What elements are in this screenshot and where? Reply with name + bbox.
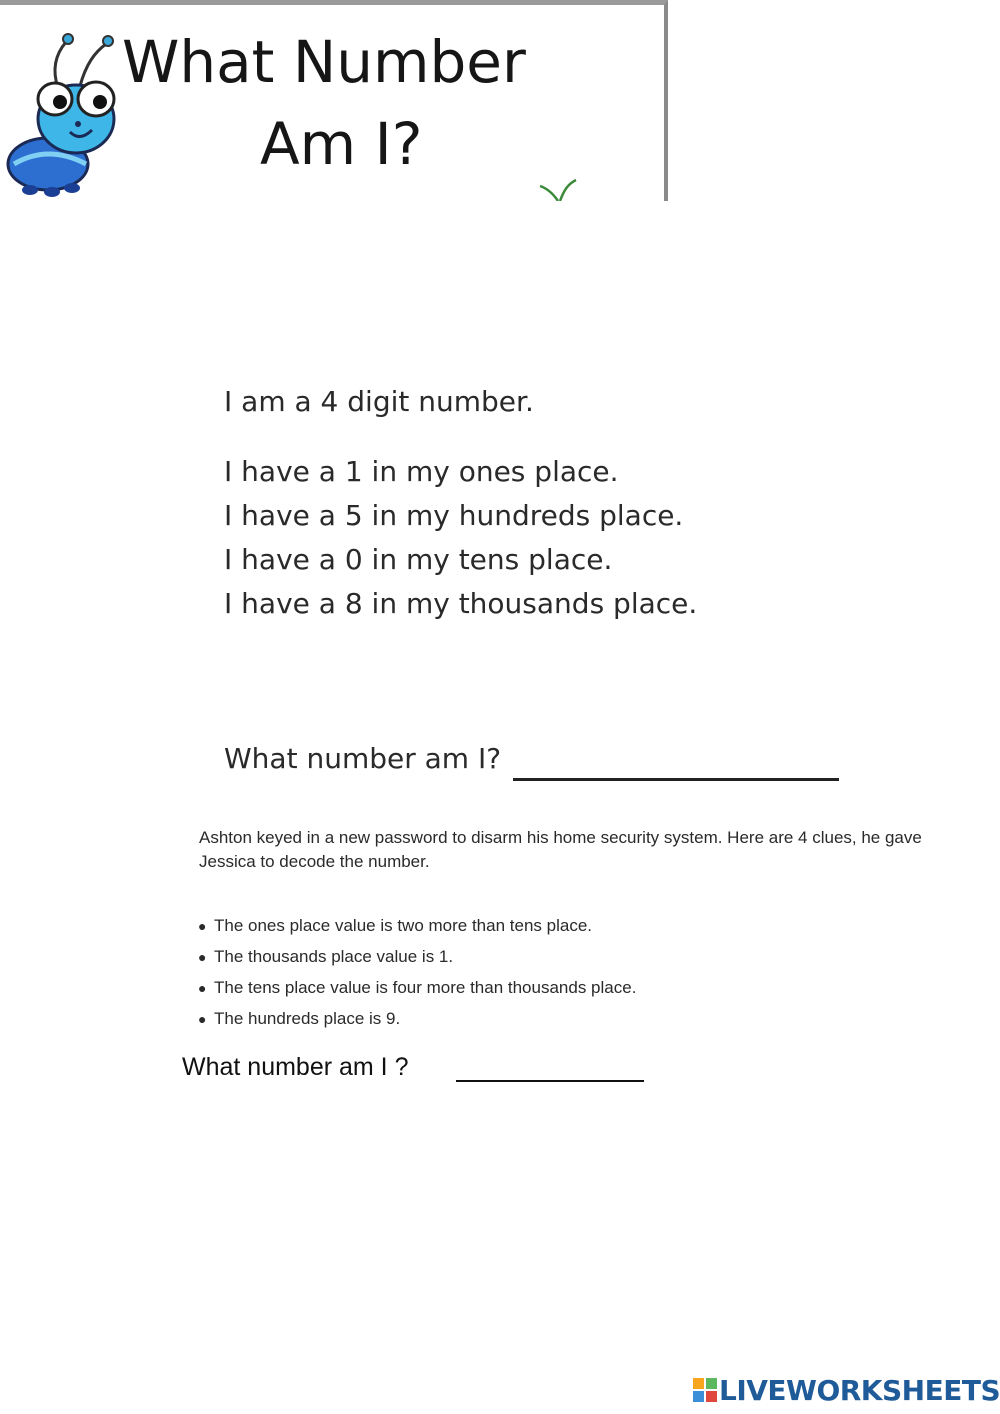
puzzle1-clue: I have a 1 in my ones place.: [224, 455, 619, 488]
puzzle1-answer-blank[interactable]: [513, 778, 839, 781]
list-item: [198, 975, 636, 1006]
banner-title-line2: Am I?: [260, 110, 423, 178]
puzzle2-clue-text: The hundreds place is 9.: [214, 1009, 401, 1028]
sprout-decoration-icon: [538, 176, 578, 201]
puzzle1-clue: I have a 0 in my tens place.: [224, 543, 613, 576]
puzzle2-clue-list: [198, 913, 636, 1037]
puzzle1-intro: I am a 4 digit number.: [224, 385, 534, 418]
puzzle2-paragraph: Ashton keyed in a new password to disarm his home security system. Here are 4 clues, he gave Jessica to decode the number.: [199, 828, 922, 871]
list-item: [198, 1006, 636, 1037]
bug-mascot-illustration: [0, 24, 130, 201]
puzzle1-question: What number am I?: [224, 742, 502, 775]
liveworksheets-logo-icon: [693, 1378, 717, 1402]
puzzle1-clue: I have a 8 in my thousands place.: [224, 587, 698, 620]
bullet-icon: ●: [198, 1011, 207, 1027]
bullet-icon: ●: [198, 918, 207, 934]
puzzle2-clue-text: The thousands place value is 1.: [214, 947, 454, 966]
list-item: [198, 913, 636, 944]
puzzle1-clue: I have a 5 in my hundreds place.: [224, 499, 684, 532]
logo-text: LIVEWORKSHEETS: [719, 1373, 1000, 1407]
puzzle2-question: What number am I ?: [182, 1053, 409, 1081]
bullet-icon: ●: [198, 980, 207, 996]
title-banner: [0, 0, 668, 201]
bullet-icon: ●: [198, 949, 207, 965]
liveworksheets-logo[interactable]: [693, 1373, 1000, 1407]
banner-title-line1: What Number: [122, 28, 526, 96]
puzzle2-clue-text: The tens place value is four more than thousands place.: [214, 978, 637, 997]
puzzle2-answer-blank[interactable]: [456, 1080, 644, 1082]
list-item: [198, 944, 636, 975]
puzzle2-clue-text: The ones place value is two more than tens place.: [214, 916, 592, 935]
